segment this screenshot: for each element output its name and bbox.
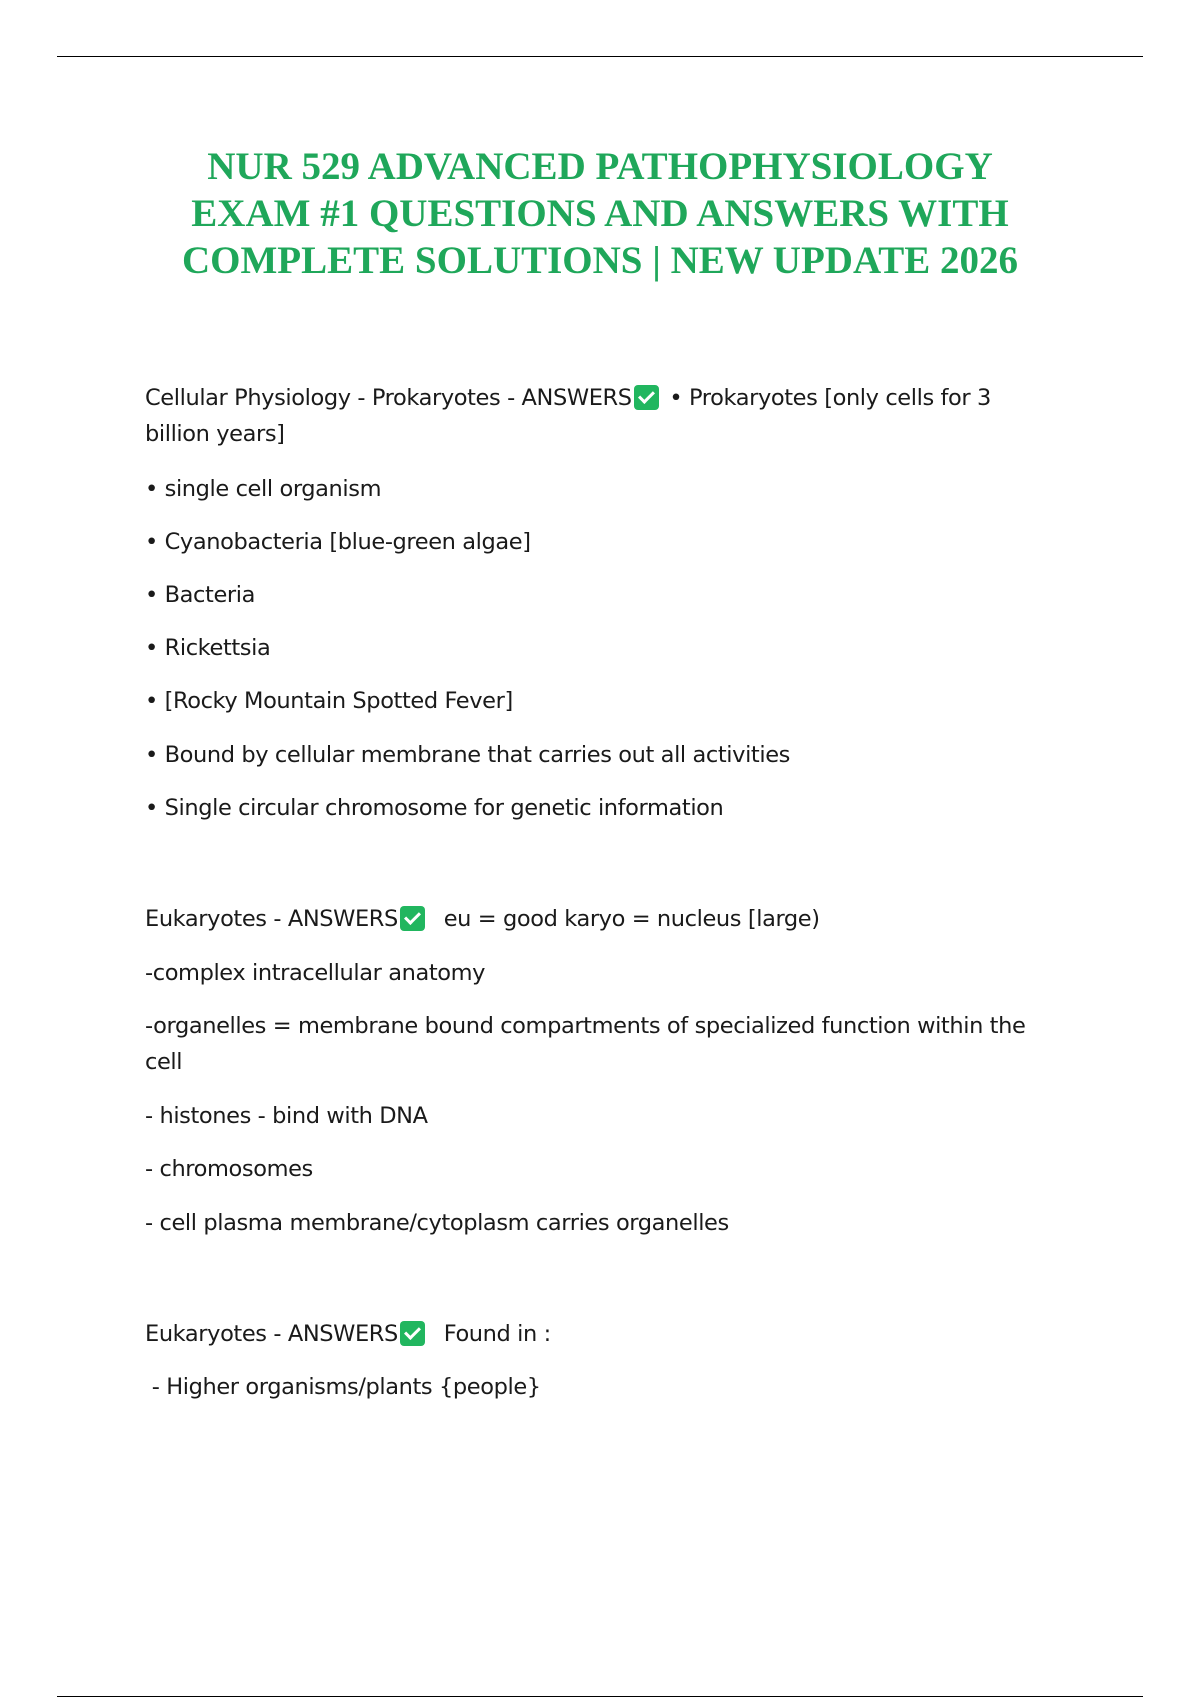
question-line <box>145 901 1075 937</box>
list-item: -complex intracellular anatomy <box>145 960 486 986</box>
title-line-2: EXAM #1 QUESTIONS AND ANSWERS WITH <box>191 192 1009 235</box>
top-rule <box>57 56 1143 57</box>
title-line-1: NUR 529 ADVANCED PATHOPHYSIOLOGY <box>207 145 993 188</box>
question-line <box>145 1316 1075 1352</box>
bottom-rule <box>57 1696 1143 1697</box>
list-item: • Bacteria <box>145 582 255 608</box>
list-item: - Higher organisms/plants {people} <box>145 1374 541 1400</box>
question-text: Cellular Physiology - Prokaryotes - ANSWERS <box>145 385 632 411</box>
qa-block-eukaryotes-found-in <box>145 1316 1075 1352</box>
list-item: • [Rocky Mountain Spotted Fever] <box>145 688 513 714</box>
document-title <box>100 143 1100 284</box>
question-text: Eukaryotes - ANSWERS <box>145 906 398 932</box>
title-line-3: COMPLETE SOLUTIONS | NEW UPDATE 2026 <box>181 239 1019 282</box>
answer-text: • Prokaryotes [only cells for 3 <box>669 385 991 411</box>
check-box-icon <box>634 385 659 410</box>
list-item: • Rickettsia <box>145 635 271 661</box>
list-item: • Bound by cellular membrane that carries out all activities <box>145 742 790 768</box>
list-item: - chromosomes <box>145 1156 313 1182</box>
list-item: • Cyanobacteria [blue-green algae] <box>145 529 531 555</box>
answer-continuation: billion years] <box>145 421 285 447</box>
list-item: • single cell organism <box>145 476 382 502</box>
list-item: cell <box>145 1049 183 1075</box>
list-item: -organelles = membrane bound compartments of specialized function within the <box>145 1013 1026 1039</box>
question-text: Eukaryotes - ANSWERS <box>145 1321 398 1347</box>
answer-text: eu = good karyo = nucleus [large) <box>443 906 820 932</box>
qa-block-prokaryotes <box>145 380 1075 452</box>
check-box-icon <box>400 1321 425 1346</box>
check-box-icon <box>400 906 425 931</box>
list-item: - cell plasma membrane/cytoplasm carries organelles <box>145 1210 729 1236</box>
answer-text: Found in : <box>443 1321 551 1347</box>
qa-block-eukaryotes <box>145 901 1075 937</box>
list-item: - histones - bind with DNA <box>145 1103 428 1129</box>
list-item: • Single circular chromosome for genetic information <box>145 795 724 821</box>
question-line <box>145 380 1075 416</box>
